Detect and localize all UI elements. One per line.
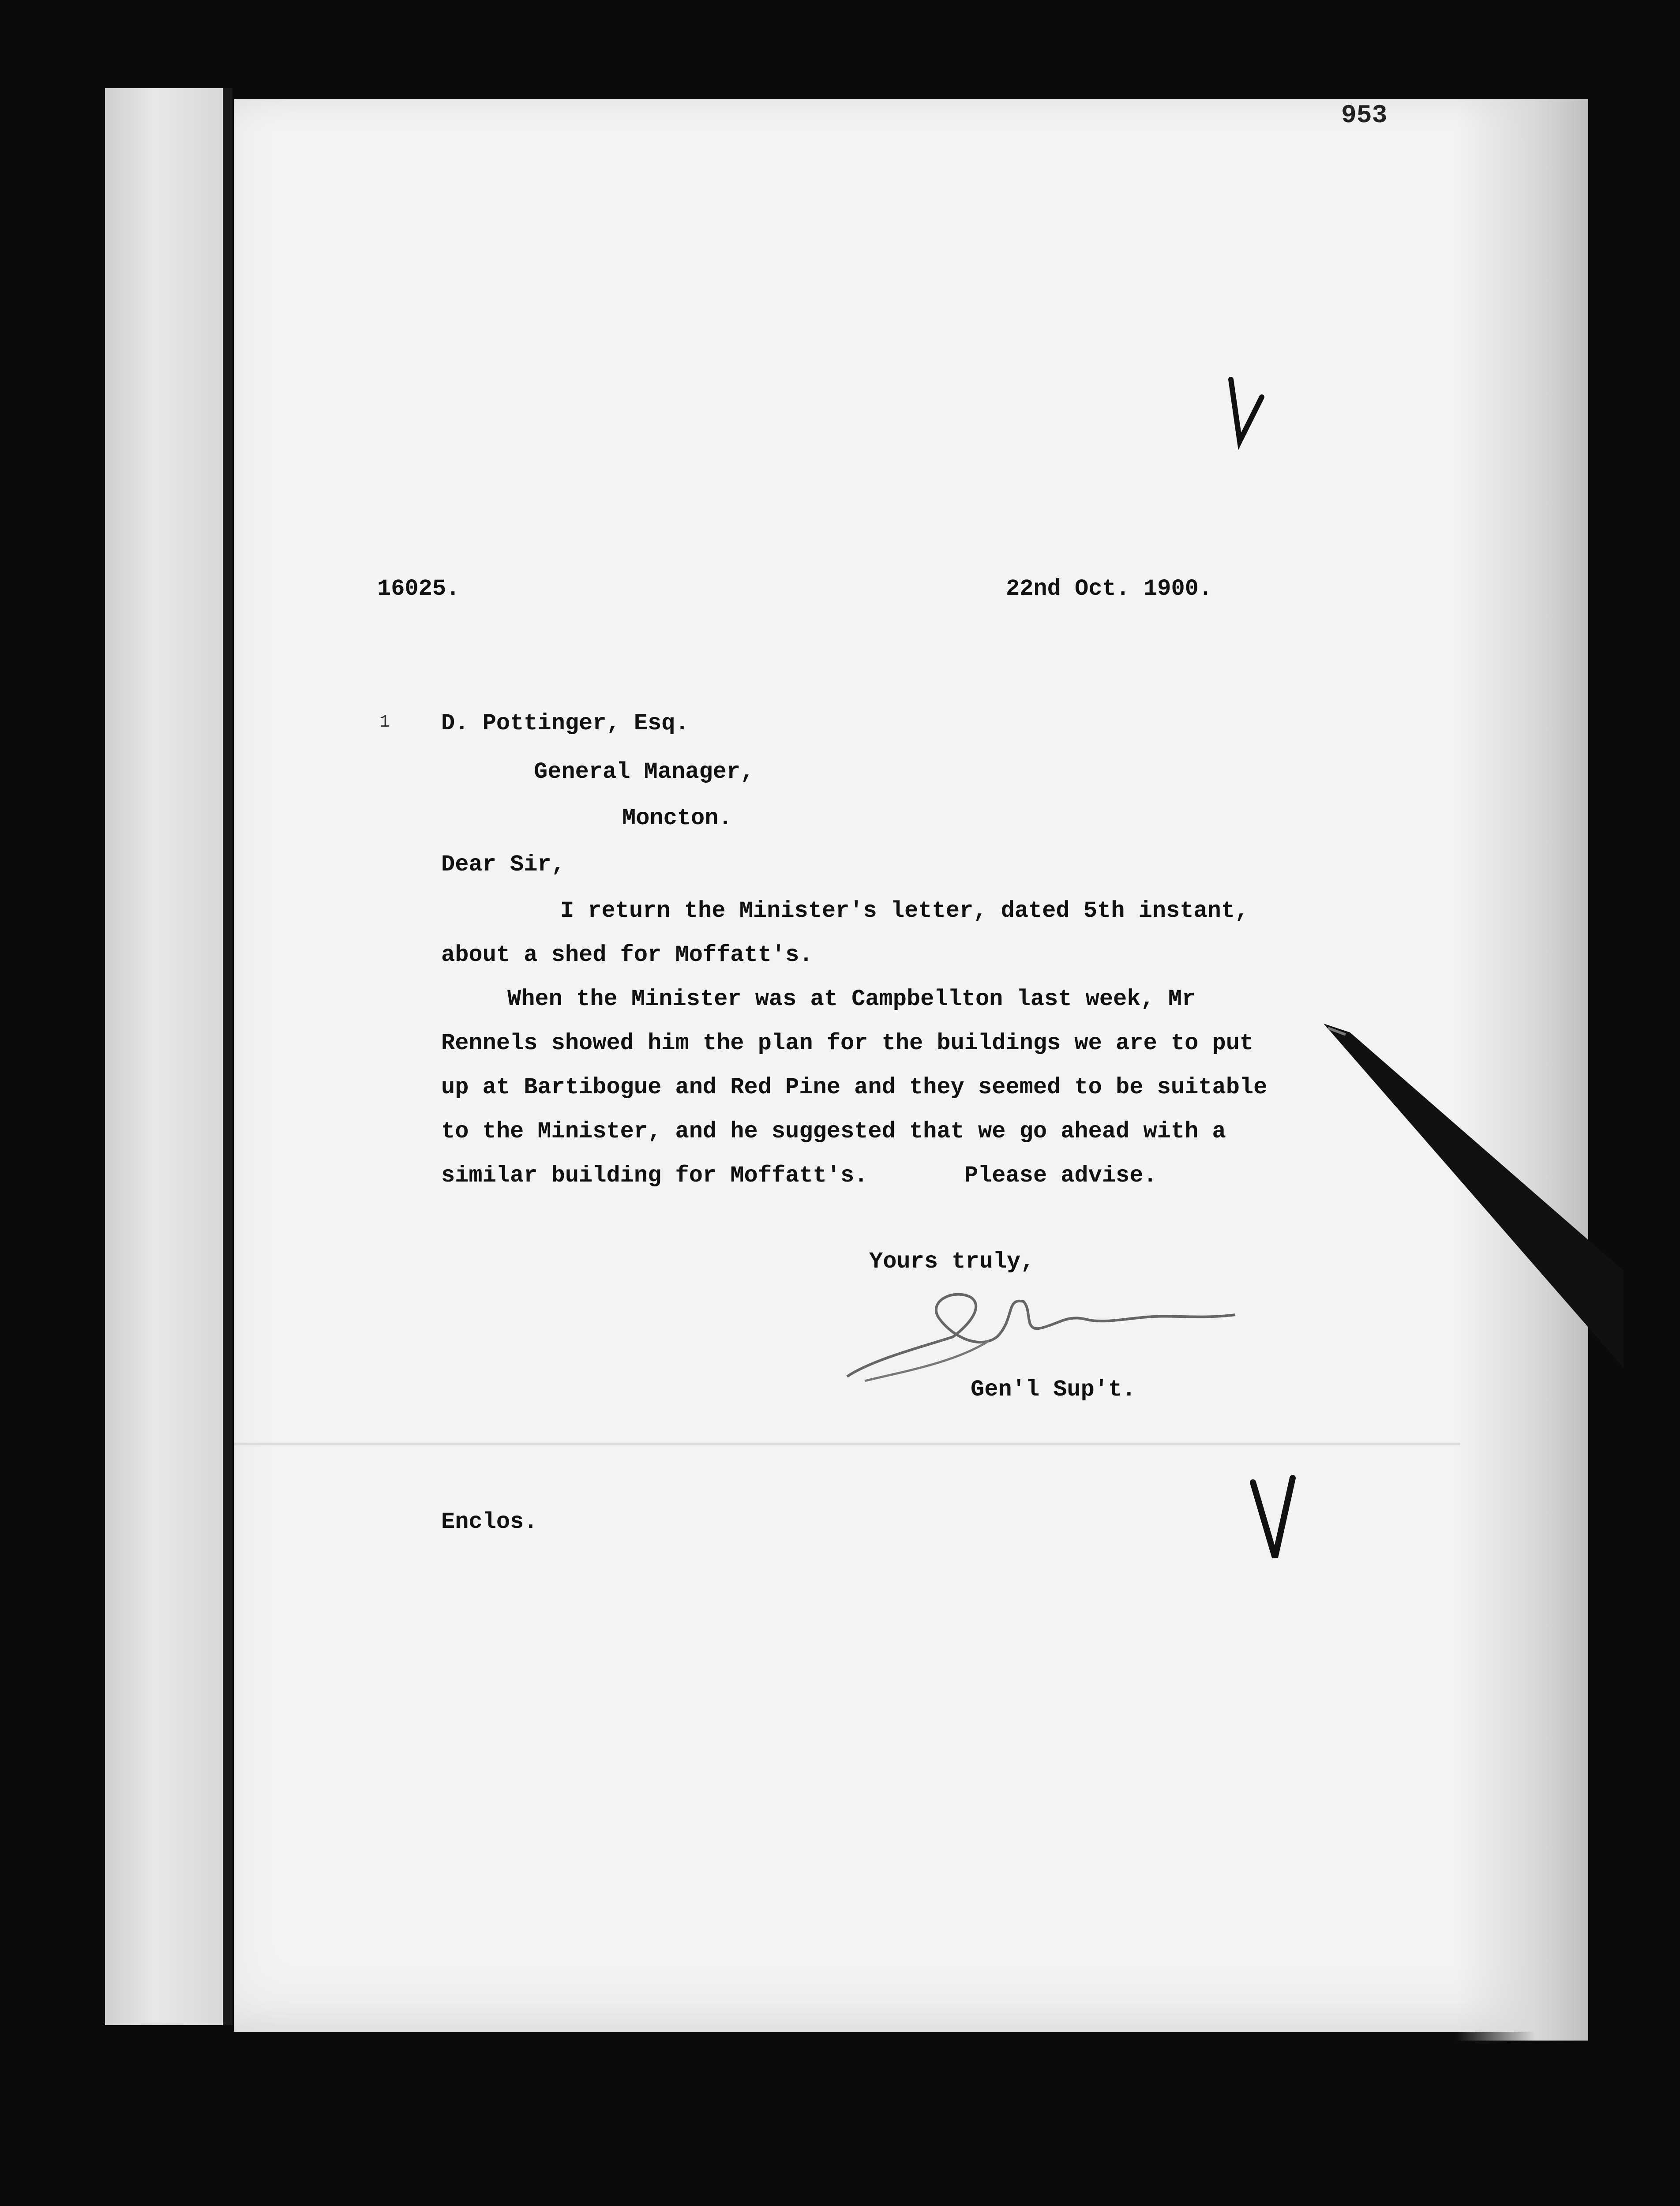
letter-reference: 16025. [377, 576, 460, 602]
handwritten-signature [838, 1271, 1257, 1394]
body-line: When the Minister was at Campbellton last week, Mr [507, 986, 1196, 1012]
closing: Yours truly, [869, 1249, 1035, 1275]
salutation: Dear Sir, [441, 852, 565, 878]
body-line: up at Bartibogue and Red Pine and they seemed to be suitable [441, 1074, 1268, 1100]
pointer-pencil [1324, 1024, 1624, 1385]
signer-title: Gen'l Sup't. [971, 1377, 1136, 1403]
body-line: to the Minister, and he suggested that we go ahead with a [441, 1118, 1226, 1144]
letter-date: 22nd Oct. 1900. [1006, 576, 1213, 602]
recipient-place: Moncton. [622, 805, 732, 831]
body-line: similar building for Moffatt's. Please advise. [441, 1163, 1157, 1189]
handwritten-check-mark [1218, 371, 1271, 450]
handwritten-tick [1244, 1469, 1306, 1566]
body-line: Rennels showed him the plan for the buildings we are to put [441, 1030, 1254, 1056]
adjacent-page-strip [105, 88, 231, 2025]
margin-mark: 1 [379, 713, 390, 732]
body-line: I return the Minister's letter, dated 5th instant, [560, 898, 1249, 924]
page-number: 953 [1341, 101, 1388, 130]
page-gutter [223, 88, 232, 2025]
page-fold-line [234, 1443, 1460, 1445]
body-line: about a shed for Moffatt's. [441, 942, 813, 968]
recipient-title: General Manager, [534, 759, 754, 785]
recipient-name: D. Pottinger, Esq. [441, 710, 689, 736]
enclosure-note: Enclos. [441, 1509, 538, 1535]
